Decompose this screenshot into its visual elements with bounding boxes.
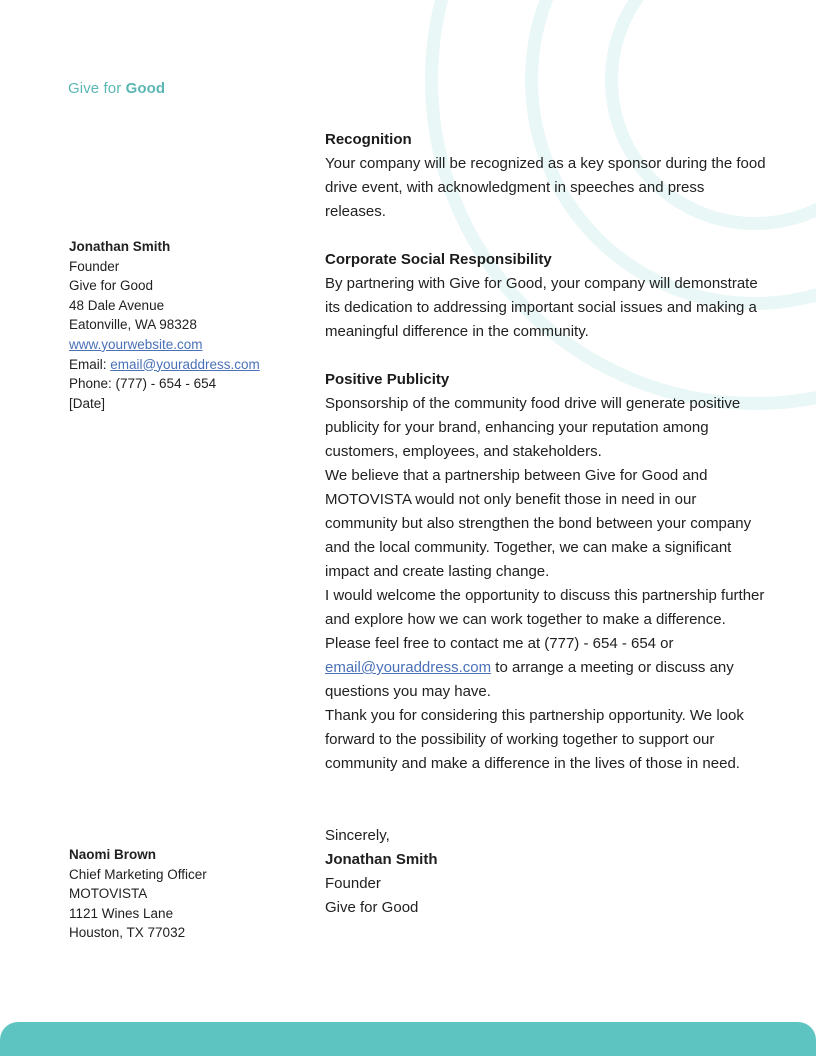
section-publicity-paragraph-4: Thank you for considering this partnership opportunity. We look forward to the possibility of working together to support our community and make a difference in the lives of those in need. xyxy=(325,707,744,772)
section-publicity-paragraph-2: We believe that a partnership between Give for Good and MOTOVISTA would not only benefit those in need in our community but also strengthen the bond between your company and the local community. Together, we can make a significant impact and create lasting change. xyxy=(325,467,752,580)
closing-name: Jonathan Smith xyxy=(325,851,438,868)
recipient-title: Chief Marketing Officer xyxy=(69,866,207,882)
sender-email-line xyxy=(69,355,319,375)
sender-name: Jonathan Smith xyxy=(69,239,171,254)
section-publicity-paragraph-1: Sponsorship of the community food drive will generate positive publicity for your brand, enhancing your reputation among customers, employees, and stakeholders. xyxy=(325,395,741,460)
recipient-info xyxy=(69,845,319,943)
sender-info xyxy=(69,237,319,413)
closing-block xyxy=(325,824,767,920)
recipient-address-line2: Houston, TX 77032 xyxy=(69,925,186,941)
paragraph-3-post-text: to arrange a meeting or discuss any questions you may have. xyxy=(325,659,734,700)
section-recognition xyxy=(325,128,767,224)
org-logo-prefix: Give for xyxy=(68,80,122,97)
section-csr xyxy=(325,248,767,344)
closing-org: Give for Good xyxy=(325,899,419,916)
org-logo xyxy=(68,80,165,98)
footer-accent-bar xyxy=(0,1022,816,1056)
letter-body xyxy=(325,128,767,920)
section-csr-text: By partnering with Give for Good, your company will demonstrate its dedication to addressing important social issues and making a meaningful difference in the community. xyxy=(325,275,758,340)
section-recognition-text: Your company will be recognized as a key sponsor during the food drive event, with acknowledgment in speeches and press releases. xyxy=(325,155,766,220)
letter-date-placeholder: [Date] xyxy=(69,395,106,411)
section-publicity-heading: Positive Publicity xyxy=(325,371,450,388)
recipient-org: MOTOVISTA xyxy=(69,886,148,902)
recipient-name: Naomi Brown xyxy=(69,847,157,862)
section-publicity xyxy=(325,368,767,776)
paragraph-3-pre-text: I would welcome the opportunity to discuss this partnership further and explore how we can work together to make a difference. Please feel free to contact me at (777) - 654 - 654 or xyxy=(325,587,765,652)
closing-salutation: Sincerely, xyxy=(325,827,390,844)
org-logo-bold: Good xyxy=(125,80,166,97)
sender-website-link[interactable]: www.yourwebsite.com xyxy=(69,336,203,352)
recipient-address-line1: 1121 Wines Lane xyxy=(69,905,174,921)
sender-address-line1: 48 Dale Avenue xyxy=(69,297,165,313)
body-email-link[interactable]: email@youraddress.com xyxy=(325,659,492,676)
section-recognition-heading: Recognition xyxy=(325,131,412,148)
sender-phone: Phone: (777) - 654 - 654 xyxy=(69,376,217,392)
sender-address-line2: Eatonville, WA 98328 xyxy=(69,317,197,333)
sender-website-line xyxy=(69,335,319,355)
closing-title: Founder xyxy=(325,875,381,892)
section-csr-heading: Corporate Social Responsibility xyxy=(325,251,552,268)
sender-org: Give for Good xyxy=(69,278,154,294)
section-publicity-paragraph-3 xyxy=(325,584,767,704)
sender-title: Founder xyxy=(69,258,120,274)
sender-email-link[interactable]: email@youraddress.com xyxy=(110,356,260,372)
sender-email-label: Email: xyxy=(69,356,107,372)
